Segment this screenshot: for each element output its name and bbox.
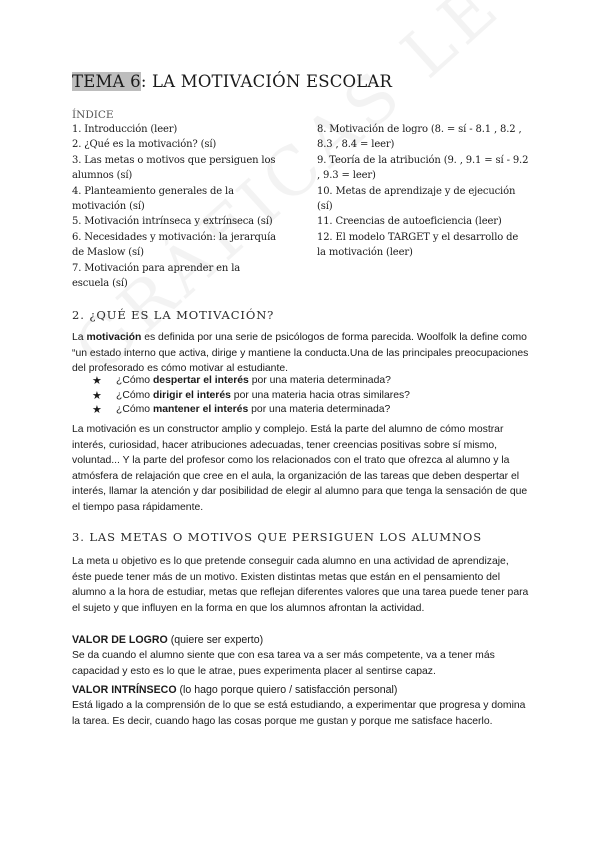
section-3-heading: 3. LAS METAS O MOTIVOS QUE PERSIGUEN LOS ALUMNOS bbox=[72, 530, 483, 544]
index-item: 2. ¿Qué es la motivación? (sí) bbox=[72, 139, 217, 151]
text-fragment: por una materia hacia otras similares? bbox=[230, 389, 410, 401]
star-bullet-icon: ★ bbox=[92, 375, 102, 387]
list-item bbox=[92, 403, 410, 418]
index-right-column bbox=[317, 122, 529, 261]
subheading-note: (quiere ser experto) bbox=[167, 634, 264, 646]
text-fragment: por una materia determinada? bbox=[248, 375, 391, 386]
text-fragment: por una materia determinada? bbox=[248, 404, 391, 416]
section-2-paragraph-1 bbox=[72, 330, 530, 377]
text-fragment: ¿Cómo bbox=[116, 404, 153, 416]
bold-term: dirigir el interés bbox=[152, 389, 231, 401]
text-fragment: ¿Cómo bbox=[116, 389, 153, 401]
index-item: 3. Las metas o motivos que persiguen los alumnos (sí) bbox=[72, 154, 276, 182]
title-highlight: TEMA 6 bbox=[72, 72, 141, 91]
bold-term: motivación bbox=[86, 332, 142, 343]
index-item: 1. Introducción (leer) bbox=[72, 124, 178, 135]
index-item: 12. El modelo TARGET y el desarrollo de la motivación (leer) bbox=[317, 231, 519, 259]
section-2-paragraph-2: La motivación es un constructor amplio y complejo. Está la parte del alumno de cómo mostrar interés, curiosidad, hacer atribuciones adecuadas, tener creencias positivas sobre sí mismo, voluntad... Y la parte del profesor como los relacionados con el trato que ofrezca al alumno y la atmósfera de relajación que cree en el aula, la organización de las tareas que deben despertar el interés, llamar la atención y dar posibilidad de elegir al alumno para que tenga la sensación de que el tiempo pasa rápidamente. bbox=[72, 424, 528, 513]
text-fragment: La bbox=[72, 332, 87, 343]
valor-intrinseco-text: Está ligado a la comprensión de lo que se está estudiando, a experimentar que progresa y domina la tarea. Es decir, cuando hago las cosas porque me gustan y porque me satisface hacerlo. bbox=[72, 700, 526, 727]
index-left-column bbox=[72, 122, 280, 291]
subheading-note: (lo hago porque quiero / satisfacción personal) bbox=[176, 684, 398, 696]
page-title bbox=[72, 72, 392, 91]
subheading-term: VALOR DE LOGRO bbox=[72, 634, 168, 646]
list-item bbox=[92, 389, 410, 404]
section-3-paragraph-1: La meta u objetivo es lo que pretende conseguir cada alumno en una actividad de aprendizaje, éste puede tener más de un motivo. Existen distintas metas que están en el pensamiento del alumno a la hora de estudiar, metas que reflejan diferentes valores que una tarea puede tener para el sujeto y que influyen en la forma en que los alumnos afrontan la actividad. bbox=[72, 556, 529, 614]
motivation-question-list bbox=[92, 374, 410, 418]
star-bullet-icon: ★ bbox=[92, 389, 102, 402]
index-item: 4. Planteamiento generales de la motivación (sí) bbox=[72, 185, 234, 213]
index-label: ÍNDICE bbox=[72, 109, 114, 121]
index-item: 10. Metas de aprendizaje y de ejecución (sí) bbox=[317, 185, 516, 213]
subheading-term: VALOR INTRÍNSECO bbox=[72, 684, 177, 696]
index-item: 6. Necesidades y motivación: la jerarquía de Maslow (sí) bbox=[72, 231, 276, 259]
list-item bbox=[92, 374, 410, 389]
section-2-heading: 2. ¿QUÉ ES LA MOTIVACIÓN? bbox=[72, 308, 275, 322]
valor-logro-text: Se da cuando el alumno siente que con esa tarea va a ser más competente, va a tener más capacidad y esto es lo que le atrae, pues experimenta placer al sentirse capaz. bbox=[72, 650, 495, 677]
valor-logro-heading bbox=[72, 634, 263, 646]
index-item: 8. Motivación de logro (8. = sí - 8.1 , 8.2 , 8.3 , 8.4 = leer) bbox=[317, 124, 522, 151]
index-item: 5. Motivación intrínseca y extrínseca (sí) bbox=[72, 216, 273, 228]
bold-term: despertar el interés bbox=[152, 375, 249, 386]
index-item: 9. Teoría de la atribución (9. , 9.1 = sí - 9.2 , 9.3 = leer) bbox=[317, 154, 529, 182]
index-item: 7. Motivación para aprender en la escuela (sí) bbox=[72, 262, 241, 290]
valor-intrinseco-heading bbox=[72, 684, 397, 696]
text-fragment: ¿Cómo bbox=[116, 375, 153, 386]
bold-term: mantener el interés bbox=[152, 404, 249, 416]
title-rest: : LA MOTIVACIÓN ESCOLAR bbox=[140, 72, 393, 91]
text-fragment: es definida por una serie de psicólogos de forma parecida. Woolfolk la define como “un estado interno que activa, dirige y mantiene la conducta.Una de las principales preocupaciones del profesorado es cómo motivar al estudiante. bbox=[72, 332, 529, 375]
index-item: 11. Creencias de autoeficiencia (leer) bbox=[317, 216, 502, 228]
star-bullet-icon: ★ bbox=[92, 404, 102, 417]
